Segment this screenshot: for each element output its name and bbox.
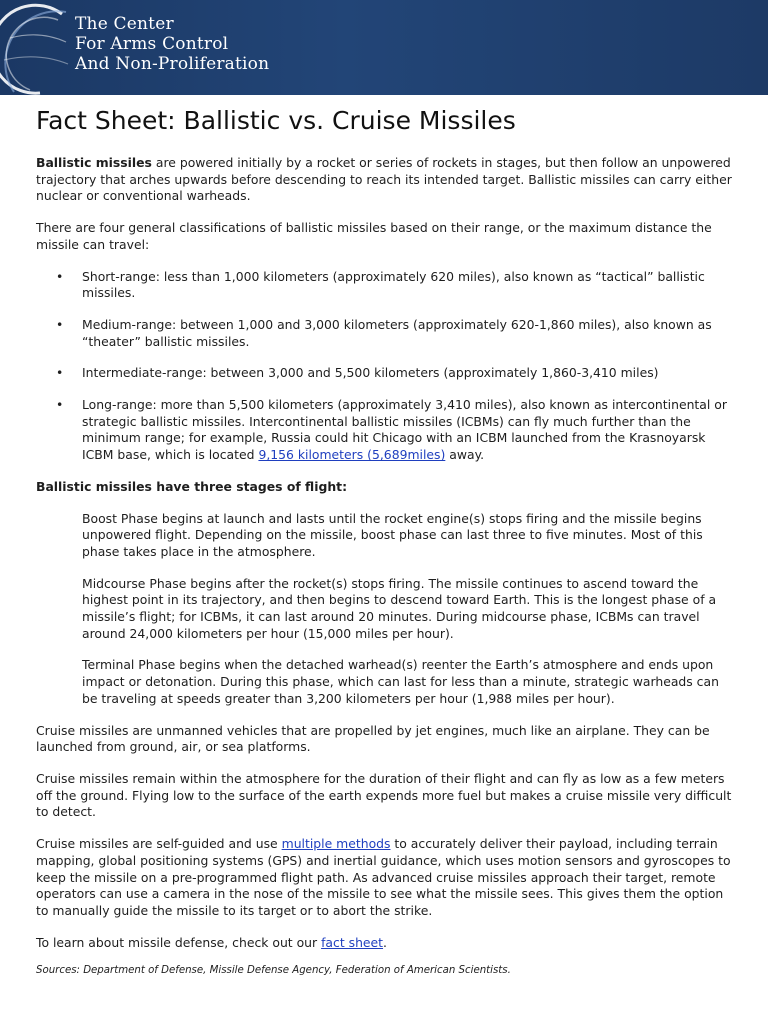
stages-heading <box>36 479 736 496</box>
defense-text-start: To learn about missile defense, check out our <box>36 934 322 950</box>
defense-text-end: . <box>383 934 387 950</box>
cruise-paragraph-1: Cruise missiles are unmanned vehicles that are propelled by jet engines, much like an airplane. They can be launched from ground, air, or sea platforms. <box>36 722 710 755</box>
cruise-text-start: Cruise missiles are self-guided and use <box>36 836 282 852</box>
org-name-line-2: For Arms Control <box>75 34 229 54</box>
sources-line: Sources: Department of Defense, Missile Defense Agency, Federation of American Scientists. <box>36 965 511 977</box>
boost-phase-paragraph: Boost Phase begins at launch and lasts until the rocket engine(s) stops firing and the missile begins unpowered flight. Depending on the missile, boost phase can last three to five minutes. Most of this phase takes place in the atmosphere. <box>82 510 703 559</box>
multiple-methods-link[interactable]: multiple methods <box>281 836 391 852</box>
bullet-icon: • <box>56 365 64 381</box>
list-item-intermediate-range <box>36 365 736 382</box>
org-name-line-3: And Non-Proliferation <box>75 54 270 74</box>
organization-name <box>75 14 269 74</box>
list-item-long-range <box>36 397 736 464</box>
range-list <box>36 269 736 464</box>
cruise-text-end: to accurately deliver their payload, including terrain mapping, global positioning systems (GPS) and inertial guidance, which uses motion sensors and gyroscopes to keep the missile on a pre-programmed flight path. As advanced cruise missiles approach their target, remote operators can use a camera in the nose of the missile to see what the missile sees. This gives them the option to manually guide the missile to its target or to abort the strike. <box>36 836 731 918</box>
intro-bold-term: Ballistic missiles <box>36 155 152 170</box>
list-item-text: Short-range: less than 1,000 kilometers (approximately 620 miles), also known as “tactical” ballistic missiles. <box>82 268 705 301</box>
intro-paragraph <box>36 155 736 205</box>
intro-text: are powered initially by a rocket or series of rockets in stages, but then follow an unpowered trajectory that arches upwards before descending to reach its intended target. Ballistic missiles can carry either nuclear or conventional warheads. <box>36 155 732 204</box>
stages-heading-text: Ballistic missiles have three stages of flight: <box>36 478 348 494</box>
bullet-icon: • <box>56 397 64 413</box>
globe-logo-icon <box>0 0 80 95</box>
bullet-icon: • <box>56 268 64 284</box>
header-banner <box>0 0 768 95</box>
cruise-paragraph-2: Cruise missiles remain within the atmosphere for the duration of their flight and can fly as low as a few meters off the ground. Flying low to the surface of the earth expends more fuel but makes a cruise missile very difficult to detect. <box>36 770 732 820</box>
missile-defense-paragraph <box>36 935 736 952</box>
terminal-phase-paragraph: Terminal Phase begins when the detached warhead(s) reenter the Earth’s atmosphere and ends upon impact or detonation. During this phase, which can last for less than a minute, strategic warheads can be traveling at speeds greater than 3,200 kilometers per hour (1,988 miles per hour). <box>82 657 719 706</box>
list-item-short-range <box>36 269 736 302</box>
midcourse-phase-paragraph: Midcourse Phase begins after the rocket(s) stops firing. The missile continues to ascend toward the highest point in its trajectory, and then begins to descend toward Earth. This is the longest phase of a missile’s flight; for ICBMs, it can last around 20 minutes. During midcourse phase, ICBMs can travel around 24,000 kilometers per hour (15,000 miles per hour). <box>82 575 717 641</box>
list-item-text: Medium-range: between 1,000 and 3,000 kilometers (approximately 620-1,860 miles), also known as “theater” ballistic missiles. <box>82 316 712 349</box>
classifications-intro: There are four general classifications of ballistic missiles based on their range, or the maximum distance the missile can travel: <box>36 220 712 252</box>
document-body <box>36 155 736 978</box>
fact-sheet-link[interactable]: fact sheet <box>321 934 384 950</box>
list-item-medium-range <box>36 317 736 350</box>
list-item-text-end: away. <box>445 447 485 463</box>
cruise-paragraph-3 <box>36 836 736 920</box>
bullet-icon: • <box>56 316 64 332</box>
list-item-text: Long-range: more than 5,500 kilometers (approximately 3,410 miles), also known as intercontinental or strategic ballistic missiles. Intercontinental ballistic missiles (ICBMs) can fly much further than the minimum range; for example, Russia could hit Chicago with an ICBM launched from the Krasnoyarsk ICBM base, which is located <box>82 397 727 463</box>
page-title: Fact Sheet: Ballistic vs. Cruise Missiles <box>36 106 516 135</box>
org-name-line-1: The Center <box>75 14 174 34</box>
list-item-text: Intermediate-range: between 3,000 and 5,500 kilometers (approximately 1,860-3,410 miles) <box>82 365 659 381</box>
distance-link[interactable]: 9,156 kilometers (5,689miles) <box>258 447 446 463</box>
